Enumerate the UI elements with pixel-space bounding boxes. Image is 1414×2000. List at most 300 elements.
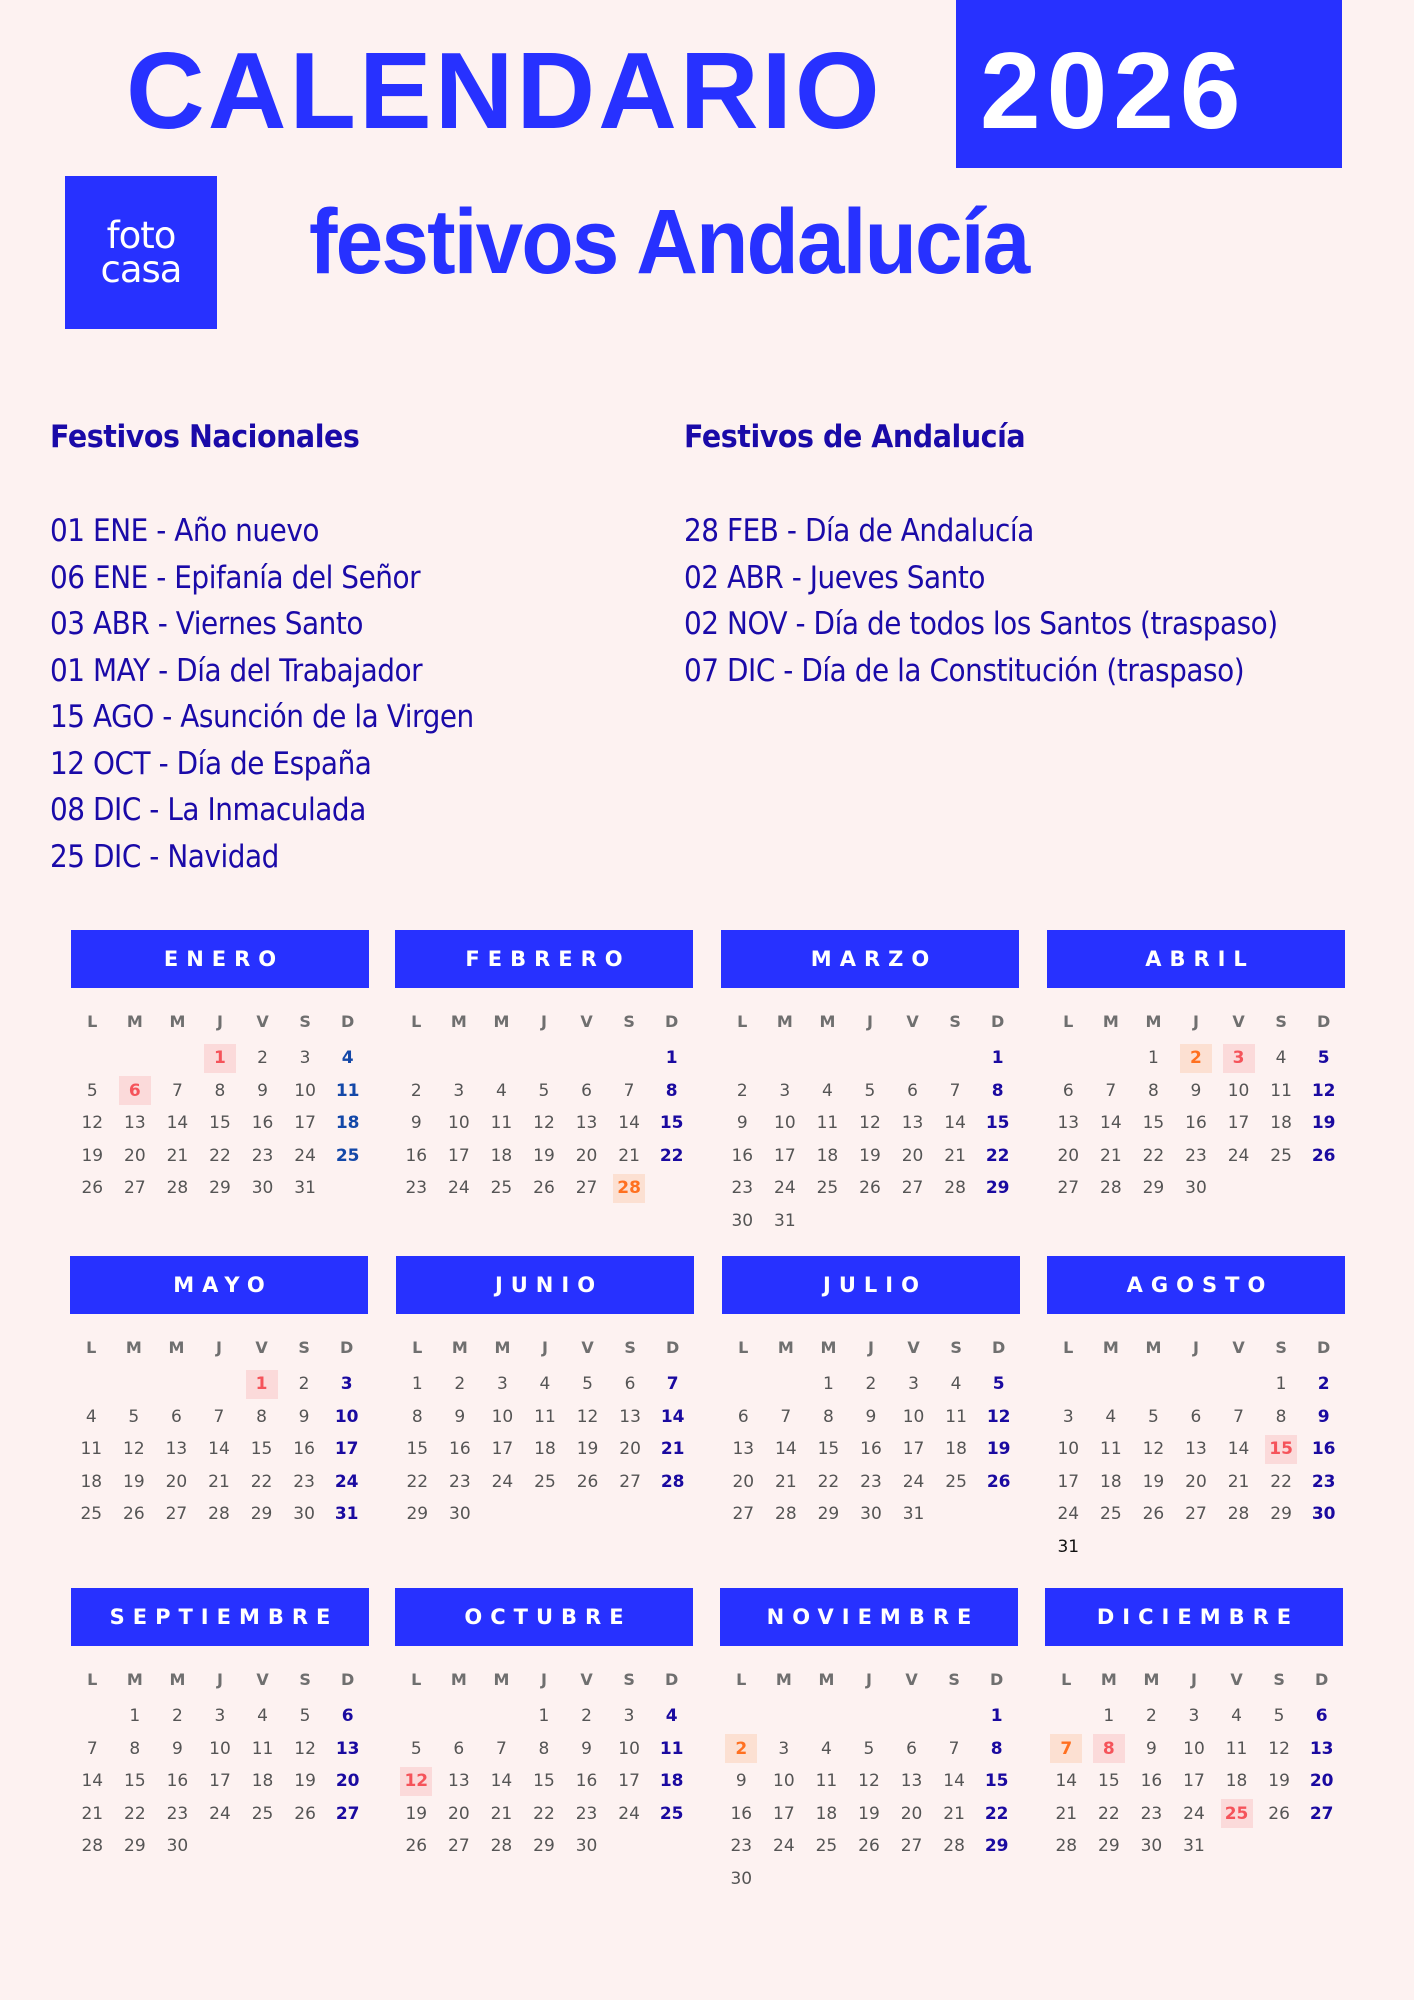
- day-cell: 20: [575, 1145, 598, 1166]
- weekday-label: D: [341, 1011, 355, 1031]
- holiday-day-number: 28: [613, 1174, 645, 1203]
- weekday-label: L: [1063, 1011, 1074, 1031]
- day-cell: 21: [1100, 1145, 1122, 1166]
- empty-cell: [1047, 1370, 1090, 1399]
- week-row: [395, 1042, 693, 1075]
- weekday-label: M: [1102, 1011, 1119, 1031]
- holiday-item: 01 MAY - Día del Trabajador: [50, 652, 423, 689]
- day-cell: 7: [1233, 1406, 1244, 1427]
- empty-cell: [763, 1864, 806, 1893]
- week-row: [1047, 1368, 1345, 1401]
- week-row: [721, 1075, 1019, 1108]
- day-cell: 6: [907, 1080, 918, 1101]
- national-holiday-day: [1260, 1435, 1303, 1464]
- holiday-day-number: 7: [1050, 1734, 1082, 1763]
- day-cell: 13: [1057, 1113, 1080, 1134]
- day-cell: 29: [406, 1504, 429, 1525]
- week-row: [70, 1368, 368, 1401]
- day-cell: 14: [944, 1113, 966, 1134]
- day-cell: 19: [533, 1145, 555, 1166]
- sunday-day: 17: [334, 1439, 359, 1460]
- fotocasa-logo: [65, 176, 217, 329]
- day-cell: 23: [1185, 1145, 1207, 1166]
- regional-holiday-day: [1045, 1734, 1088, 1763]
- day-cell: 24: [1227, 1145, 1250, 1166]
- day-cell: 30: [730, 1868, 753, 1889]
- week-row: [396, 1498, 694, 1531]
- day-cell: 20: [901, 1145, 924, 1166]
- day-cell: 16: [731, 1145, 754, 1166]
- week-row: [395, 1172, 693, 1205]
- weekday-label: V: [580, 1669, 593, 1689]
- week-row: [71, 1107, 369, 1140]
- weekday-label: M: [168, 1337, 185, 1357]
- empty-cell: [1217, 1174, 1260, 1203]
- day-cell: 20: [732, 1471, 755, 1492]
- day-cell: 13: [1185, 1439, 1207, 1460]
- weekday-label: L: [736, 1669, 747, 1689]
- weekday-label: M: [1100, 1669, 1117, 1689]
- empty-cell: [1132, 1532, 1175, 1561]
- holiday-day-number: 15: [1265, 1435, 1297, 1464]
- day-cell: 20: [448, 1803, 470, 1824]
- week-row: [1047, 1531, 1345, 1564]
- day-cell: 29: [209, 1178, 231, 1199]
- day-cell: 8: [256, 1406, 267, 1427]
- day-cell: 21: [1055, 1803, 1078, 1824]
- day-cell: 28: [1227, 1504, 1250, 1525]
- weekday-label: V: [256, 1669, 269, 1689]
- day-cell: 7: [780, 1406, 792, 1427]
- weekday-label: D: [341, 1669, 355, 1689]
- weekday-label: V: [1232, 1011, 1245, 1031]
- week-row: [1047, 1401, 1345, 1434]
- sunday-day: 12: [986, 1406, 1011, 1427]
- empty-cell: [114, 1044, 157, 1073]
- empty-cell: [1300, 1832, 1343, 1861]
- day-cell: 1: [129, 1706, 141, 1727]
- month-header: MARZO: [721, 930, 1019, 988]
- sunday-day: 15: [659, 1113, 684, 1134]
- day-cell: 24: [774, 1178, 796, 1199]
- day-cell: 30: [575, 1836, 598, 1857]
- day-cell: 29: [1270, 1504, 1292, 1525]
- holiday-item: 01 ENE - Año nuevo: [50, 513, 320, 549]
- weekday-label: V: [907, 1337, 920, 1357]
- month-grid: [395, 1010, 693, 1205]
- day-cell: 9: [581, 1738, 592, 1759]
- day-cell: 10: [1183, 1738, 1205, 1759]
- empty-cell: [890, 1864, 933, 1893]
- week-row: [395, 1140, 693, 1173]
- day-cell: 8: [538, 1738, 550, 1759]
- day-cell: 29: [250, 1504, 273, 1525]
- day-cell: 25: [251, 1803, 274, 1824]
- day-cell: 30: [1185, 1178, 1207, 1199]
- sunday-day: 8: [665, 1080, 678, 1101]
- day-cell: 15: [1098, 1771, 1120, 1792]
- day-cell: 2: [171, 1706, 183, 1727]
- day-cell: 30: [449, 1504, 471, 1525]
- weekday-label: L: [412, 1337, 423, 1357]
- weekday-header-row: [71, 1668, 369, 1690]
- day-cell: 5: [863, 1738, 875, 1759]
- day-cell: 27: [901, 1178, 924, 1199]
- day-cell: 5: [1273, 1706, 1285, 1727]
- week-row: [395, 1798, 693, 1831]
- empty-cell: [934, 1206, 977, 1235]
- sunday-day: 21: [660, 1439, 685, 1460]
- national-holiday-day: [114, 1076, 157, 1105]
- day-cell: 23: [731, 1178, 754, 1199]
- weekday-label: V: [256, 1011, 269, 1031]
- month-abril: [1047, 930, 1345, 1205]
- day-cell: 6: [906, 1738, 917, 1759]
- week-row: [1045, 1700, 1343, 1733]
- day-cell: 9: [257, 1080, 268, 1101]
- day-cell: 11: [1225, 1738, 1248, 1759]
- empty-cell: [395, 1702, 438, 1731]
- day-cell: 21: [775, 1471, 797, 1492]
- weekday-label: L: [86, 1337, 97, 1357]
- day-cell: 14: [1055, 1771, 1078, 1792]
- sunday-day: 25: [335, 1145, 360, 1166]
- day-cell: 2: [581, 1706, 592, 1727]
- week-row: [722, 1498, 1020, 1531]
- day-cell: 11: [1100, 1439, 1122, 1460]
- weekday-label: J: [1192, 1337, 1199, 1357]
- day-cell: 16: [860, 1439, 882, 1460]
- day-cell: 15: [1142, 1113, 1165, 1134]
- weekday-label: V: [1232, 1337, 1245, 1357]
- day-cell: 9: [735, 1771, 747, 1792]
- weekday-label: M: [493, 1669, 510, 1689]
- day-cell: 12: [123, 1439, 145, 1460]
- weekday-label: L: [87, 1669, 98, 1689]
- day-cell: 30: [860, 1504, 882, 1525]
- day-cell: 20: [900, 1803, 923, 1824]
- day-cell: 16: [293, 1439, 315, 1460]
- national-holidays-list: [50, 508, 521, 880]
- day-cell: 26: [294, 1803, 316, 1824]
- holiday-item: 15 AGO - Asunción de la Virgen: [50, 699, 474, 735]
- weekday-header-row: [722, 1336, 1020, 1358]
- day-cell: 3: [778, 1738, 790, 1759]
- month-grid: [1045, 1668, 1343, 1863]
- day-cell: 5: [86, 1080, 98, 1101]
- day-cell: 10: [491, 1406, 514, 1427]
- day-cell: 23: [1140, 1803, 1163, 1824]
- sunday-day: 4: [341, 1048, 354, 1069]
- week-row: [70, 1466, 368, 1499]
- holiday-item: 08 DIC - La Inmaculada: [50, 792, 366, 828]
- day-cell: 5: [1147, 1406, 1159, 1427]
- day-cell: 29: [1142, 1178, 1165, 1199]
- day-cell: 16: [575, 1771, 598, 1792]
- week-row: [1045, 1830, 1343, 1863]
- month-diciembre: [1045, 1588, 1343, 1863]
- day-cell: 11: [945, 1406, 967, 1427]
- weekday-label: L: [87, 1011, 98, 1031]
- sunday-day: 29: [984, 1836, 1009, 1857]
- day-cell: 24: [1057, 1504, 1080, 1525]
- day-cell: 22: [533, 1803, 555, 1824]
- sunday-day: 25: [659, 1803, 684, 1824]
- day-cell: 10: [902, 1406, 925, 1427]
- month-septiembre: [71, 1588, 369, 1863]
- day-cell: 4: [539, 1374, 551, 1395]
- day-cell: 28: [1100, 1178, 1122, 1199]
- week-row: [70, 1401, 368, 1434]
- empty-cell: [608, 1832, 651, 1861]
- sunday-day: 5: [1317, 1048, 1330, 1069]
- week-row: [1047, 1042, 1345, 1075]
- day-cell: 6: [1190, 1406, 1202, 1427]
- month-header: DICIEMBRE: [1045, 1588, 1343, 1646]
- year-text: 2026: [980, 30, 1247, 152]
- holiday-day-number: 1: [204, 1044, 236, 1073]
- day-cell: 28: [775, 1504, 797, 1525]
- weekday-label: L: [411, 1669, 422, 1689]
- week-row: [71, 1140, 369, 1173]
- empty-cell: [650, 1832, 693, 1861]
- empty-cell: [524, 1500, 567, 1529]
- day-cell: 17: [1183, 1771, 1205, 1792]
- day-cell: 14: [943, 1771, 965, 1792]
- weekday-label: M: [126, 1011, 143, 1031]
- empty-cell: [1132, 1370, 1175, 1399]
- weekday-label: D: [1317, 1337, 1331, 1357]
- day-cell: 20: [165, 1471, 188, 1492]
- day-cell: 2: [736, 1080, 748, 1101]
- regional-holiday-day: [1175, 1044, 1218, 1073]
- holiday-item: 02 NOV - Día de todos los Santos (traspaso): [684, 606, 1278, 642]
- day-cell: 18: [816, 1145, 839, 1166]
- sunday-day: 12: [1311, 1080, 1336, 1101]
- sunday-day: 5: [992, 1374, 1005, 1395]
- day-cell: 6: [170, 1406, 182, 1427]
- weekday-header-row: [395, 1010, 693, 1032]
- sunday-day: 22: [985, 1145, 1010, 1166]
- holiday-item: 02 ABR - Jueves Santo: [684, 559, 985, 596]
- day-cell: 13: [124, 1113, 146, 1134]
- month-julio: [722, 1256, 1020, 1531]
- day-cell: 8: [822, 1406, 834, 1427]
- empty-cell: [1090, 1370, 1133, 1399]
- day-cell: 28: [1055, 1836, 1078, 1857]
- empty-cell: [71, 1044, 114, 1073]
- weekday-label: J: [1192, 1011, 1199, 1031]
- weekday-label: L: [737, 1011, 748, 1031]
- day-cell: 26: [859, 1178, 881, 1199]
- weekday-label: S: [623, 1669, 635, 1689]
- day-cell: 12: [1142, 1439, 1165, 1460]
- sunday-day: 26: [1311, 1145, 1336, 1166]
- weekday-label: J: [215, 1337, 222, 1357]
- day-cell: 27: [619, 1471, 641, 1492]
- weekday-label: J: [867, 1337, 874, 1357]
- day-cell: 6: [624, 1374, 636, 1395]
- day-cell: 20: [124, 1145, 146, 1166]
- week-row: [721, 1107, 1019, 1140]
- day-cell: 9: [865, 1406, 877, 1427]
- weekday-label: V: [580, 1011, 593, 1031]
- week-row: [396, 1401, 694, 1434]
- weekday-label: V: [905, 1669, 918, 1689]
- weekday-header-row: [395, 1668, 693, 1690]
- week-row: [395, 1765, 693, 1798]
- day-cell: 22: [1142, 1145, 1165, 1166]
- week-row: [71, 1042, 369, 1075]
- empty-cell: [977, 1500, 1020, 1529]
- day-cell: 22: [124, 1803, 146, 1824]
- holiday-day-number: 2: [725, 1734, 757, 1763]
- day-cell: 3: [1188, 1706, 1200, 1727]
- sunday-day: 7: [666, 1374, 679, 1395]
- weekday-label: J: [1190, 1669, 1197, 1689]
- day-cell: 20: [619, 1439, 641, 1460]
- week-row: [396, 1466, 694, 1499]
- day-cell: 4: [1275, 1048, 1287, 1069]
- day-cell: 11: [815, 1771, 838, 1792]
- weekday-header-row: [396, 1336, 694, 1358]
- week-row: [395, 1107, 693, 1140]
- week-row: [720, 1733, 1018, 1766]
- day-cell: 27: [124, 1178, 146, 1199]
- empty-cell: [326, 1174, 369, 1203]
- day-cell: 9: [1190, 1080, 1202, 1101]
- empty-cell: [1215, 1832, 1258, 1861]
- day-cell: 22: [1098, 1803, 1120, 1824]
- sunday-day: 29: [985, 1178, 1010, 1199]
- month-header: JUNIO: [396, 1256, 694, 1314]
- day-cell: 14: [490, 1771, 513, 1792]
- empty-cell: [976, 1206, 1019, 1235]
- sunday-day: 20: [1309, 1771, 1334, 1792]
- day-cell: 4: [495, 1080, 507, 1101]
- day-cell: 22: [209, 1145, 231, 1166]
- empty-cell: [650, 1174, 693, 1203]
- day-cell: 19: [1268, 1771, 1290, 1792]
- holiday-item: 07 DIC - Día de la Constitución (traspaso): [684, 652, 1245, 689]
- day-cell: 7: [623, 1080, 635, 1101]
- week-row: [721, 1172, 1019, 1205]
- day-cell: 4: [85, 1406, 97, 1427]
- day-cell: 1: [1275, 1374, 1287, 1395]
- day-cell: 3: [214, 1706, 226, 1727]
- day-cell: 27: [165, 1504, 188, 1525]
- sunday-day: 31: [334, 1504, 359, 1525]
- sunday-day: 18: [659, 1771, 684, 1792]
- sunday-day: 19: [1311, 1113, 1336, 1134]
- weekday-label: D: [1317, 1011, 1331, 1031]
- day-cell: 12: [858, 1771, 880, 1792]
- weekday-label: J: [541, 1337, 548, 1357]
- weekday-label: S: [1273, 1669, 1285, 1689]
- day-cell: 10: [618, 1738, 640, 1759]
- day-cell: 3: [299, 1048, 311, 1069]
- day-cell: 12: [294, 1738, 316, 1759]
- day-cell: 24: [1183, 1803, 1205, 1824]
- week-row: [722, 1433, 1020, 1466]
- weekday-label: J: [866, 1011, 873, 1031]
- day-cell: 19: [1142, 1471, 1165, 1492]
- day-cell: 14: [166, 1113, 189, 1134]
- day-cell: 15: [124, 1771, 146, 1792]
- empty-cell: [199, 1832, 242, 1861]
- weekday-label: D: [665, 1669, 679, 1689]
- weekday-label: M: [777, 1337, 794, 1357]
- day-cell: 17: [491, 1439, 514, 1460]
- day-cell: 7: [1105, 1080, 1117, 1101]
- weekday-label: S: [623, 1011, 635, 1031]
- empty-cell: [1217, 1370, 1260, 1399]
- holiday-item: 12 OCT - Día de España: [50, 745, 372, 782]
- weekday-header-row: [1045, 1668, 1343, 1690]
- week-row: [1047, 1172, 1345, 1205]
- day-cell: 4: [821, 1080, 833, 1101]
- empty-cell: [71, 1702, 114, 1731]
- month-grid: [71, 1668, 369, 1863]
- day-cell: 1: [538, 1706, 550, 1727]
- regional-holidays-title: Festivos de Andalucía: [684, 419, 1026, 455]
- weekday-label: M: [775, 1669, 792, 1689]
- empty-cell: [523, 1044, 566, 1073]
- day-cell: 9: [410, 1113, 422, 1134]
- sunday-day: 1: [990, 1706, 1003, 1727]
- day-cell: 6: [1062, 1080, 1074, 1101]
- empty-cell: [1090, 1044, 1133, 1073]
- month-agosto: [1047, 1256, 1345, 1563]
- day-cell: 21: [81, 1803, 104, 1824]
- weekday-label: J: [540, 1669, 547, 1689]
- week-row: [721, 1042, 1019, 1075]
- month-header: FEBRERO: [395, 930, 693, 988]
- empty-cell: [806, 1206, 849, 1235]
- day-cell: 19: [859, 1145, 881, 1166]
- day-cell: 25: [945, 1471, 967, 1492]
- weekday-label: D: [665, 1011, 679, 1031]
- weekday-label: M: [1143, 1669, 1160, 1689]
- national-holidays-section: [50, 414, 521, 880]
- day-cell: 31: [1057, 1536, 1080, 1557]
- day-cell: 27: [1185, 1504, 1207, 1525]
- weekday-label: L: [411, 1011, 422, 1031]
- month-grid: [395, 1668, 693, 1863]
- empty-cell: [284, 1832, 327, 1861]
- day-cell: 24: [209, 1803, 231, 1824]
- sunday-day: 26: [986, 1471, 1011, 1492]
- weekday-header-row: [721, 1010, 1019, 1032]
- sunday-day: 15: [985, 1113, 1010, 1134]
- week-row: [1047, 1498, 1345, 1531]
- day-cell: 11: [80, 1439, 103, 1460]
- month-grid: [396, 1336, 694, 1531]
- weekday-label: S: [1275, 1337, 1287, 1357]
- empty-cell: [651, 1500, 694, 1529]
- weekday-label: M: [1145, 1337, 1162, 1357]
- day-cell: 16: [1140, 1771, 1163, 1792]
- day-cell: 23: [405, 1178, 428, 1199]
- week-row: [722, 1368, 1020, 1401]
- month-grid: [721, 1010, 1019, 1237]
- day-cell: 24: [491, 1471, 514, 1492]
- empty-cell: [891, 1044, 934, 1073]
- sunday-day: 8: [991, 1080, 1004, 1101]
- empty-cell: [198, 1370, 241, 1399]
- weekday-header-row: [71, 1010, 369, 1032]
- day-cell: 7: [948, 1738, 960, 1759]
